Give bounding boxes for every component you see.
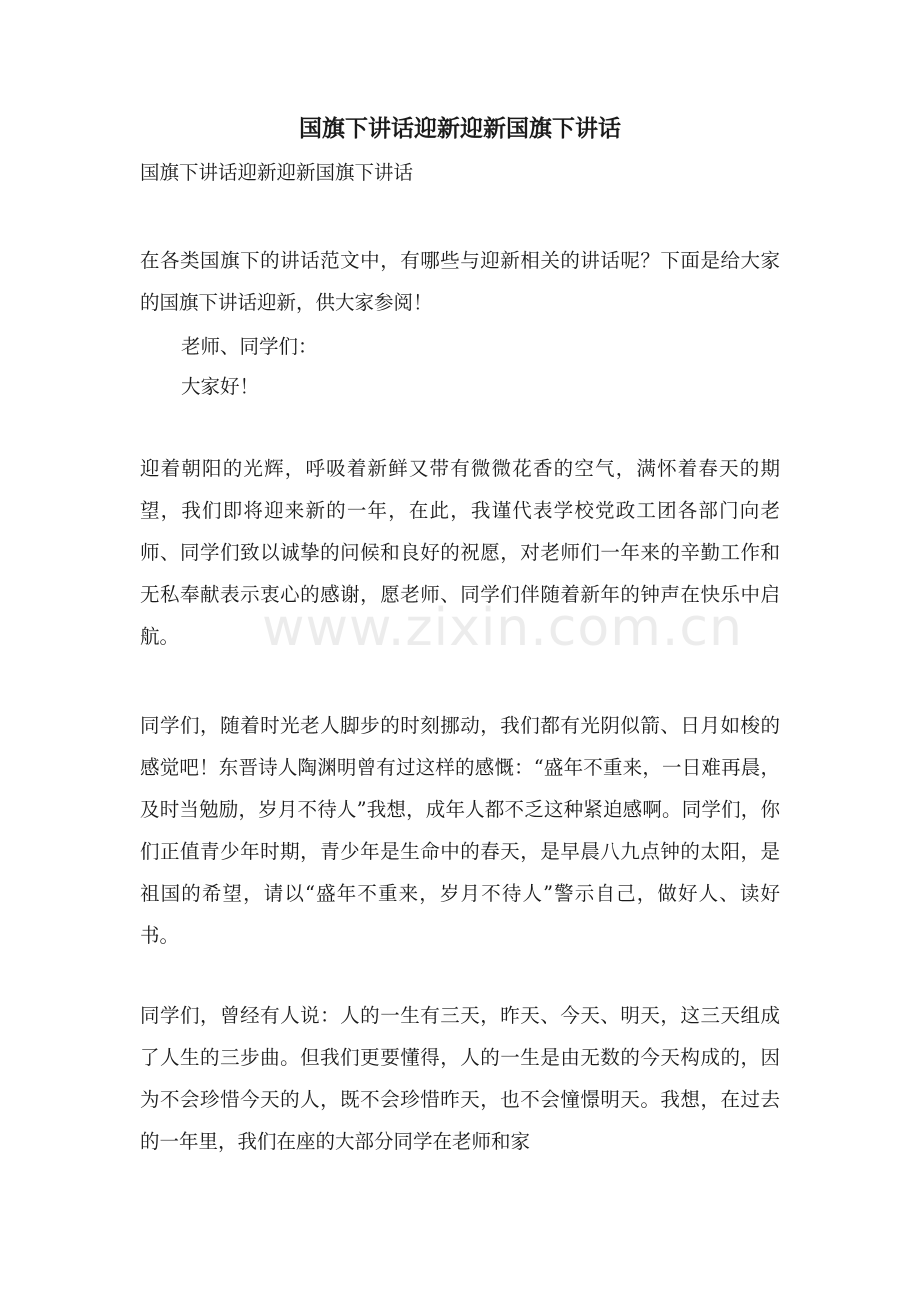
document-title: 国旗下讲话迎新迎新国旗下讲话 [299,115,621,142]
body-paragraph-2: 同学们，随着时光老人脚步的时刻挪动，我们都有光阴似箭、日月如梭的感觉吧！东晋诗人陶渊明曾有过这样的感慨：“盛年不重来，一日难再晨，及时当勉励，岁月不待人”我想，成年人都不乏这种紧迫感啊。同学们，你们正值青少年时期，青少年是生命中的春天，是早晨八九点钟的太阳，是祖国的希望，请以“盛年不重来，岁月不待人”警示自己，做好人、读好书。 [140,714,780,947]
body-paragraph-3: 同学们，曾经有人说：人的一生有三天，昨天、今天、明天，这三天组成了人生的三步曲。但我们更要懂得，人的一生是由无数的今天构成的，因为不会珍惜今天的人，既不会珍惜昨天，也不会憧憬明天。我想，在过去的一年里，我们在座的大部分同学在老师和家 [140,1004,780,1153]
document-subtitle: 国旗下讲话迎新迎新国旗下讲话 [140,161,414,184]
greeting-teachers-students: 老师、同学们： [181,335,318,358]
body-paragraph-1: 迎着朝阳的光辉，呼吸着新鲜又带有微微花香的空气，满怀着春天的期望，我们即将迎来新的一年，在此，我谨代表学校党政工团各部门向老师、同学们致以诚挚的问候和良好的祝愿，对老师们一年来的辛勤工作和无私奉献表示衷心的感谢，愿老师、同学们伴随着新年的钟声在快乐中启航。 [140,457,780,648]
watermark-text: www.zixin.com.cn [262,598,743,658]
intro-paragraph: 在各类国旗下的讲话范文中，有哪些与迎新相关的讲话呢？下面是给大家的国旗下讲话迎新，供大家参阅！ [140,249,780,314]
greeting-hello: 大家好！ [181,375,260,398]
